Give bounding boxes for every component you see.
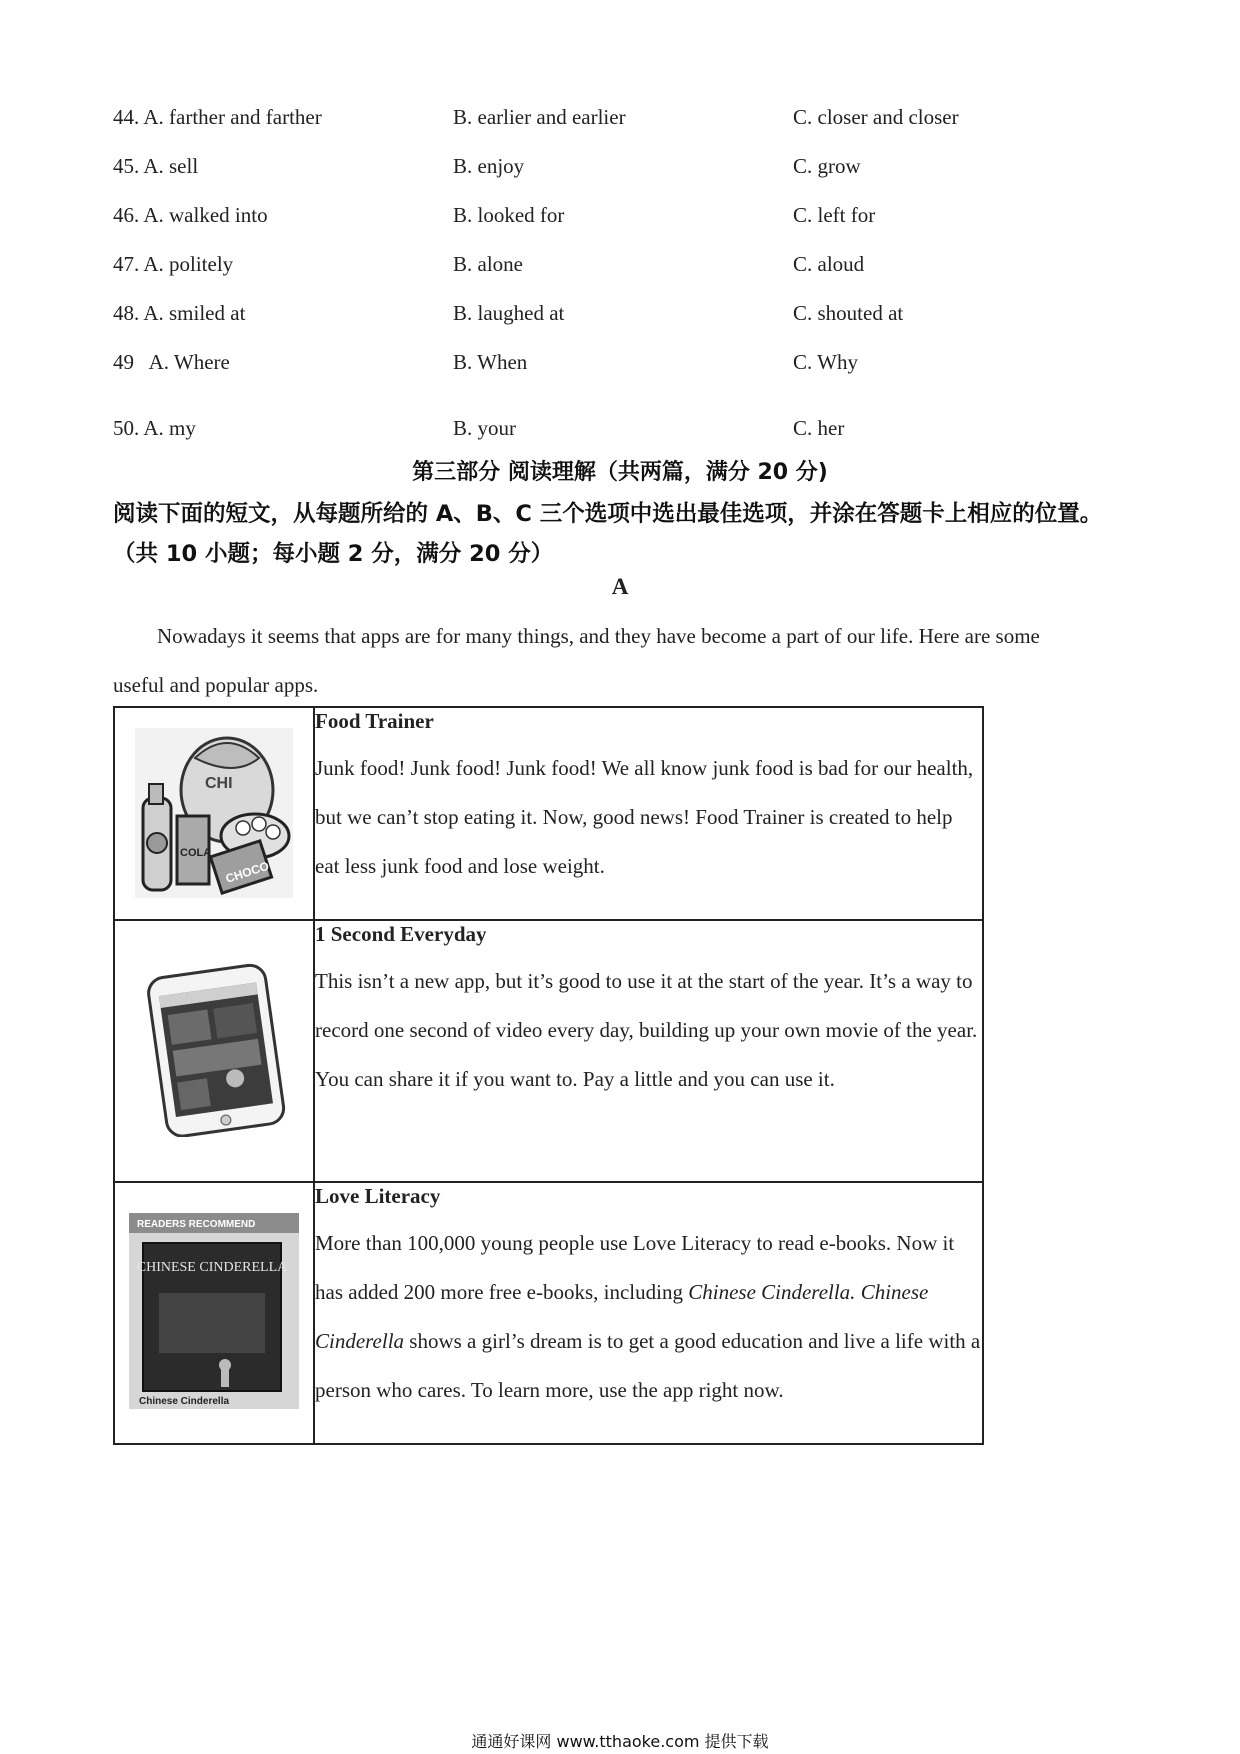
option-a: 46. A. walked into	[113, 203, 268, 227]
option-row-45	[113, 154, 1133, 184]
option-a: 44. A. farther and farther	[113, 105, 322, 129]
option-a: 49 A. Where	[113, 350, 230, 374]
option-row-48	[113, 301, 1133, 331]
option-b: B. earlier and earlier	[453, 105, 626, 129]
desc-text: shows a girl’s dream is to get a good education and live a life with a person who cares. To learn more, use the app right now.	[315, 1329, 981, 1402]
option-row-47	[113, 252, 1133, 282]
book-title-italic: Chinese Cinderella.	[688, 1280, 856, 1304]
option-row-46	[113, 203, 1133, 233]
option-a: 50. A. my	[113, 416, 196, 440]
book-caption-text: Chinese Cinderella	[139, 1396, 230, 1407]
option-a: 45. A. sell	[113, 154, 199, 178]
svg-text:CHI: CHI	[205, 775, 233, 792]
section-title: 第三部分 阅读理解（共两篇，满分 20 分)	[412, 460, 828, 485]
app-description	[315, 1219, 982, 1415]
book-title-italic: Chinese Cinderella	[315, 1280, 929, 1353]
desc-text: More than 100,000 young people use Love Literacy to read e-books. Now it has added 200 more free e-books, including	[315, 1231, 955, 1304]
table-row	[114, 1182, 983, 1444]
app-name: 1 Second Everyday	[315, 922, 487, 946]
option-c: C. Why	[793, 350, 858, 374]
table-row	[114, 920, 983, 1182]
option-c: C. left for	[793, 203, 876, 227]
table-row	[114, 707, 983, 920]
option-b: B. laughed at	[453, 301, 565, 325]
option-c: C. shouted at	[793, 301, 904, 325]
passage-label: A	[611, 574, 629, 599]
book-cover-photo-icon	[129, 1213, 299, 1409]
option-row-50	[113, 416, 1133, 446]
app-image-cell	[114, 707, 314, 920]
svg-text:CHOCO: CHOCO	[223, 858, 271, 886]
option-row-49	[113, 350, 1133, 380]
app-name: Food Trainer	[315, 709, 434, 733]
option-a: 48. A. smiled at	[113, 301, 246, 325]
book-banner-text: READERS RECOMMEND	[137, 1219, 256, 1230]
option-c: C. closer and closer	[793, 105, 959, 129]
app-name: Love Literacy	[315, 1184, 441, 1208]
passage-intro: Nowadays it seems that apps are for many things, and they have become a part of our life. Here are some useful and popular apps.	[113, 624, 1040, 697]
option-b: B. looked for	[453, 203, 565, 227]
smartphone-photo-icon	[139, 963, 289, 1137]
option-row-44	[113, 105, 1133, 135]
page-footer: 通通好课网 www.tthaoke.com 提供下载	[471, 1732, 769, 1751]
app-description: Junk food! Junk food! Junk food! We all know junk food is bad for our health, but we can’t stop eating it. Now, good news! Food Trainer is created to help eat less junk food and lose weight.	[315, 756, 974, 878]
option-c: C. aloud	[793, 252, 865, 276]
app-text-cell	[314, 920, 983, 1182]
app-text-cell	[314, 1182, 983, 1444]
svg-text:COLA: COLA	[180, 847, 212, 859]
junk-food-illustration-icon	[135, 728, 293, 898]
option-b: B. alone	[453, 252, 523, 276]
app-text-cell	[314, 707, 983, 920]
option-c: C. her	[793, 416, 845, 440]
option-a: 47. A. politely	[113, 252, 234, 276]
apps-table	[113, 706, 984, 1445]
option-b: B. When	[453, 350, 528, 374]
app-image-cell	[114, 920, 314, 1182]
book-title-text: CHINESE CINDERELLA	[136, 1260, 288, 1275]
app-image-cell	[114, 1182, 314, 1444]
option-c: C. grow	[793, 154, 861, 178]
section-instruction: 阅读下面的短文，从每题所给的 A、B、C 三个选项中选出最佳选项，并涂在答题卡上相应的位置。（共 10 小题；每小题 2 分，满分 20 分）	[113, 501, 1103, 567]
option-b: B. enjoy	[453, 154, 525, 178]
app-description: This isn’t a new app, but it’s good to use it at the start of the year. It’s a way to record one second of video every day, building up your own movie of the year. You can share it if you want to. Pay a little and you can use it.	[315, 969, 978, 1091]
option-b: B. your	[453, 416, 516, 440]
